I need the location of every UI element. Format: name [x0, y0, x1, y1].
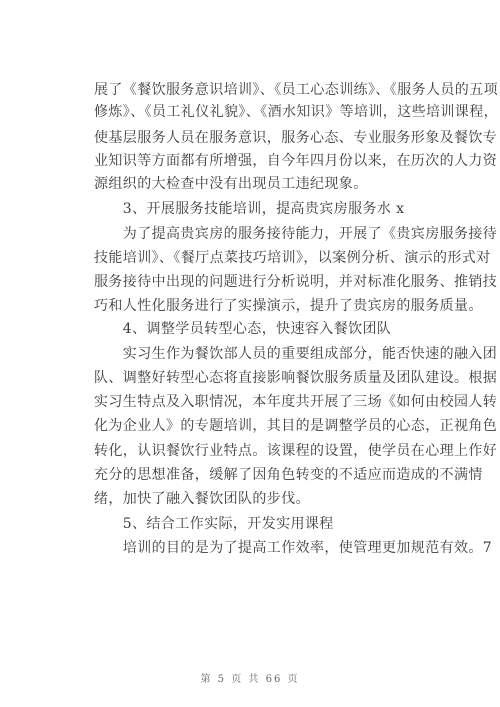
paragraph-line: 巧和人性化服务进行了实操演示，提升了贵宾房的服务质量。: [94, 298, 483, 314]
paragraph-line: 队、调整好转型心态将直接影响餐饮服务质量及团队建设。根据: [94, 370, 498, 386]
paragraph-line: 服务接待中出现的问题进行分析说明，并对标准化服务、推销技: [94, 274, 498, 290]
paragraph-line: 技能培训》、《餐厅点菜技巧培训》，以案例分析、演示的形式对: [94, 250, 491, 266]
paragraph-line: 源组织的大检查中没有出现员工违纪现象。: [94, 176, 368, 192]
paragraph-line: 充分的思想准备，缓解了因角色转变的不适应而造成的不满情: [94, 467, 483, 483]
paragraph-line: 化为企业人》的专题培训，其目的是调整学员的心态，正视角色: [94, 418, 498, 434]
paragraph-line: 修炼》、《员工礼仪礼貌》、《酒水知识》等培训，这些培训课程，: [94, 104, 498, 120]
paragraph-line: 4、调整学员转型心态，快速容入餐饮团队: [94, 321, 392, 337]
paragraph-line: 业知识等方面都有所增强，自今年四月份以来，在历次的人力资: [94, 153, 498, 169]
paragraph-line: 培训的目的是为了提高工作效率，使管理更加规范有效。7: [94, 540, 493, 556]
paragraph-line: 使基层服务人员在服务意识，服务心态、专业服务形象及餐饮专: [94, 130, 498, 146]
paragraph-line: 为了提高贵宾房的服务接待能力，开展了《贵宾房服务接待: [94, 226, 498, 242]
paragraph-line: 5、结合工作实际，开发实用课程: [94, 516, 334, 532]
paragraph-line: 实习生作为餐饮部人员的重要组成部分，能否快速的融入团: [94, 346, 498, 362]
paragraph-line: 绪，加快了融入餐饮团队的步伐。: [94, 491, 310, 507]
page-number-footer: 第 5 页 共 66 页: [200, 674, 300, 685]
paragraph-line: 实习生特点及入职情况，本年度共开展了三场《如何由校园人转: [94, 394, 498, 410]
paragraph-line: 转化，认识餐饮行业特点。该课程的设置，使学员在心理上作好: [94, 443, 498, 459]
paragraph-line: 3、开展服务技能培训，提高贵宾房服务水 x: [94, 201, 405, 217]
paragraph-line: 展了《餐饮服务意识培训》、《员工心态训练》、《服务人员的五项: [94, 82, 498, 98]
